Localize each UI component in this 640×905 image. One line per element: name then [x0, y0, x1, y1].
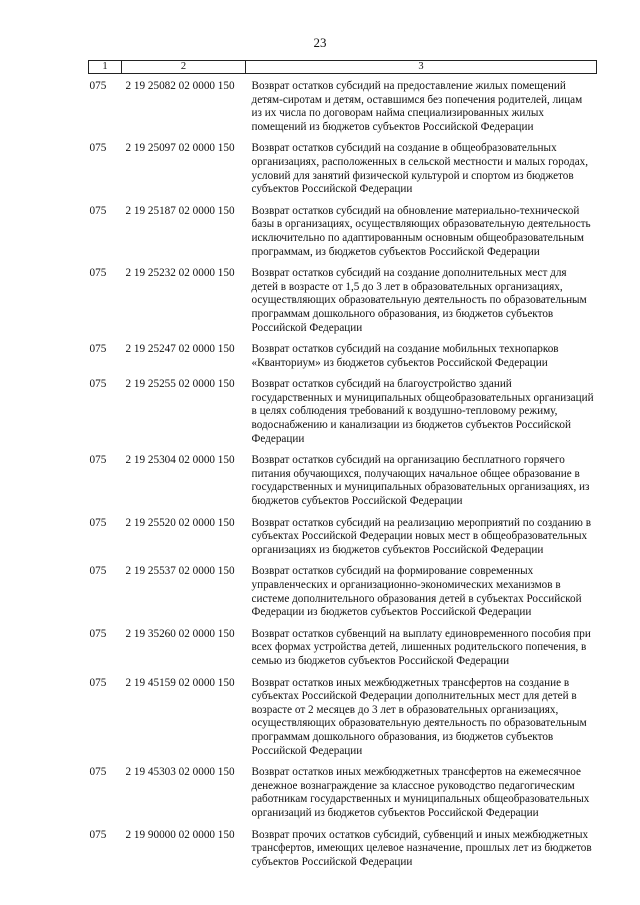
description-cell: Возврат прочих остатков субсидий, субвенций и иных межбюджетных трансфертов, имеющих целевое назначение, прошлых лет из бюджетов субъектов Российской Федерации	[251, 828, 592, 868]
table-row	[89, 454, 597, 516]
description-cell: Возврат остатков субсидий на создание мобильных технопарков «Кванториум» из бюджетов субъектов Российской Федерации	[251, 343, 559, 369]
budget-code-cell: 2 19 45159 02 0000 150	[125, 676, 235, 689]
admin-code-cell: 075	[89, 565, 107, 578]
table-body	[89, 74, 597, 878]
description-cell: Возврат остатков субсидий на формирование современных управленческих и организационно-экономических механизмов в системе дополнительного образования детей в субъектах Российской Федерации из бюджетов субъектов Российской Федерации	[251, 565, 582, 619]
table-row	[89, 565, 597, 627]
budget-code-cell: 2 19 25537 02 0000 150	[125, 565, 235, 578]
admin-code-cell: 075	[89, 204, 107, 217]
admin-code-cell: 075	[89, 627, 107, 640]
description-cell: Возврат остатков субсидий на реализацию мероприятий по созданию в субъектах Российской Федерации новых мест в общеобразовательных организациях из бюджетов субъектов Российской Федерации	[251, 516, 591, 556]
budget-code-cell: 2 19 25082 02 0000 150	[125, 80, 235, 92]
admin-code-cell: 075	[89, 766, 107, 779]
table-row	[89, 766, 597, 828]
description-cell: Возврат остатков субсидий на создание дополнительных мест для детей в возрасте от 1,5 до 3 лет в образовательных организациях, осуществляющих образовательную деятельность по образовательным программам дошкольного образования, из бюджетов субъектов Российской Федерации	[251, 267, 587, 334]
description-cell: Возврат остатков субсидий на организацию бесплатного горячего питания обучающихся, получающих начальное общее образование в государственных и муниципальных образовательных организациях, из бюджетов субъектов Российской Федерации	[251, 454, 590, 508]
table-row	[89, 628, 597, 677]
admin-code-cell: 075	[89, 516, 107, 529]
table-row	[89, 517, 597, 566]
table-header-row	[89, 61, 597, 74]
admin-code-cell: 075	[89, 80, 107, 92]
table-row	[89, 267, 597, 343]
table-row	[89, 80, 597, 142]
description-cell: Возврат остатков субсидий на обновление материально-технической базы в организациях, осуществляющих образовательную деятельность исключительно по адаптированным основным общеобразовательным программам, из бюджетов субъектов Российской Федерации	[251, 204, 591, 258]
table-row	[89, 142, 597, 204]
table-row	[89, 378, 597, 454]
budget-code-cell: 2 19 35260 02 0000 150	[125, 627, 235, 640]
table-row	[89, 343, 597, 378]
budget-code-cell: 2 19 25187 02 0000 150	[125, 204, 235, 217]
budget-code-cell: 2 19 25304 02 0000 150	[125, 454, 235, 467]
header-col-1: 1	[89, 61, 122, 74]
table-row	[89, 205, 597, 267]
budget-code-cell: 2 19 45303 02 0000 150	[125, 766, 235, 779]
budget-code-cell: 2 19 25247 02 0000 150	[125, 343, 235, 356]
admin-code-cell: 075	[89, 676, 107, 689]
description-cell: Возврат остатков субвенций на выплату единовременного пособия при всех формах устройства детей, лишенных родительского попечения, в семью из бюджетов субъектов Российской Федерации	[251, 627, 591, 667]
description-cell: Возврат остатков субсидий на создание в общеобразовательных организациях, расположенных в сельской местности и малых городах, условий для занятий физической культурой и спортом из бюджетов субъектов Российской Федерации	[251, 142, 589, 196]
description-cell: Возврат остатков иных межбюджетных трансфертов на создание в субъектах Российской Федерации дополнительных мест для детей в возрасте от 2 месяцев до 3 лет в образовательных организациях, осуществляющих образовательную деятельность по образовательным программам дошкольного образования, из бюджетов субъектов Российской Федерации	[251, 676, 587, 757]
description-cell: Возврат остатков субсидий на предоставление жилых помещений детям-сиротам и детям, оставшимся без попечения родителей, лицам из их числа по договорам найма специализированных жилых помещений из бюджетов субъектов Российской Федерации	[251, 80, 583, 133]
admin-code-cell: 075	[89, 828, 107, 841]
admin-code-cell: 075	[89, 378, 107, 391]
admin-code-cell: 075	[89, 267, 107, 280]
budget-code-cell: 2 19 25520 02 0000 150	[125, 516, 235, 529]
budget-code-cell: 2 19 25097 02 0000 150	[125, 142, 235, 155]
table-row	[89, 677, 597, 767]
budget-code-cell: 2 19 90000 02 0000 150	[125, 828, 235, 841]
admin-code-cell: 075	[89, 142, 107, 155]
budget-code-cell: 2 19 25255 02 0000 150	[125, 378, 235, 391]
table-row	[89, 829, 597, 878]
admin-code-cell: 075	[89, 343, 107, 356]
header-col-2: 2	[122, 61, 246, 74]
header-col-3: 3	[246, 61, 597, 74]
budget-codes-table	[88, 60, 597, 877]
admin-code-cell: 075	[89, 454, 107, 467]
budget-code-cell: 2 19 25232 02 0000 150	[125, 267, 235, 280]
description-cell: Возврат остатков субсидий на благоустройство зданий государственных и муниципальных общеобразовательных организаций в целях соблюдения требований к воздушно-тепловому режиму, водоснабжению и канализации из бюджетов субъектов Российской Федерации	[251, 378, 594, 445]
description-cell: Возврат остатков иных межбюджетных трансфертов на ежемесячное денежное вознаграждение за классное руководство педагогическим работникам государственных и муниципальных общеобразовательных организаций из бюджетов субъектов Российской Федерации	[251, 766, 590, 819]
page-number: 23	[313, 35, 327, 50]
